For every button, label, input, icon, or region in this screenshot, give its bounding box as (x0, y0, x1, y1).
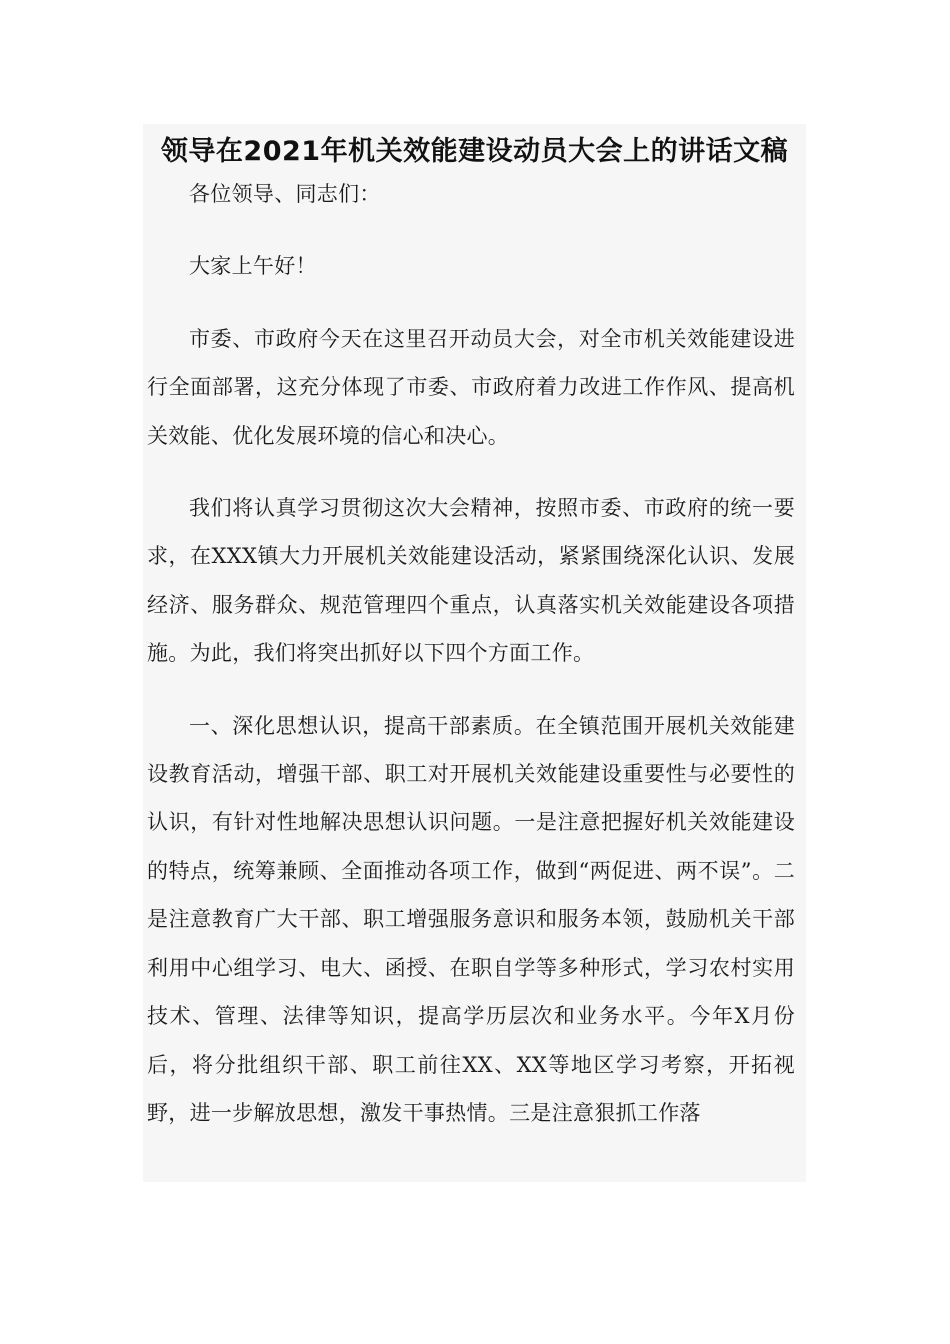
document-title: 领导在2021年机关效能建设动员大会上的讲话文稿 (160, 136, 789, 167)
paragraph-opening: 市委、市政府今天在这里召开动员大会，对全市机关效能建设进行全面部署，这充分体现了市委、市政府着力改进工作作风、提高机关效能、优化发展环境的信心和决心。 (147, 326, 795, 448)
paragraph-commitment: 我们将认真学习贯彻这次大会精神，按照市委、市政府的统一要求，在XXX镇大力开展机关效能建设活动，紧紧围绕深化认识、发展经济、服务群众、规范管理四个重点，认真落实机关效能建设各项措施。为此，我们将突出抓好以下四个方面工作。 (147, 496, 795, 666)
document-body (147, 146, 795, 1137)
paragraph-section-one: 一、深化思想认识，提高干部素质。在全镇范围开展机关效能建设教育活动，增强干部、职工对开展机关效能建设重要性与必要性的认识，有针对性地解决思想认识问题。一是注意把握好机关效能建设的特点，统筹兼顾、全面推动各项工作，做到“两促进、两不误”。二是注意教育广大干部、职工增强服务意识和服务本领，鼓励机关干部利用中心组学习、电大、函授、在职自学等多种形式，学习农村实用技术、管理、法律等知识，提高学历层次和业务水平。今年X月份后，将分批组织干部、职工前往XX、XX等地区学习考察，开拓视野，进一步解放思想，激发干事热情。三是注意狠抓工作落 (147, 713, 795, 1125)
salutation: 各位领导、同志们： (189, 182, 381, 206)
greeting: 大家上午好！ (189, 254, 317, 279)
